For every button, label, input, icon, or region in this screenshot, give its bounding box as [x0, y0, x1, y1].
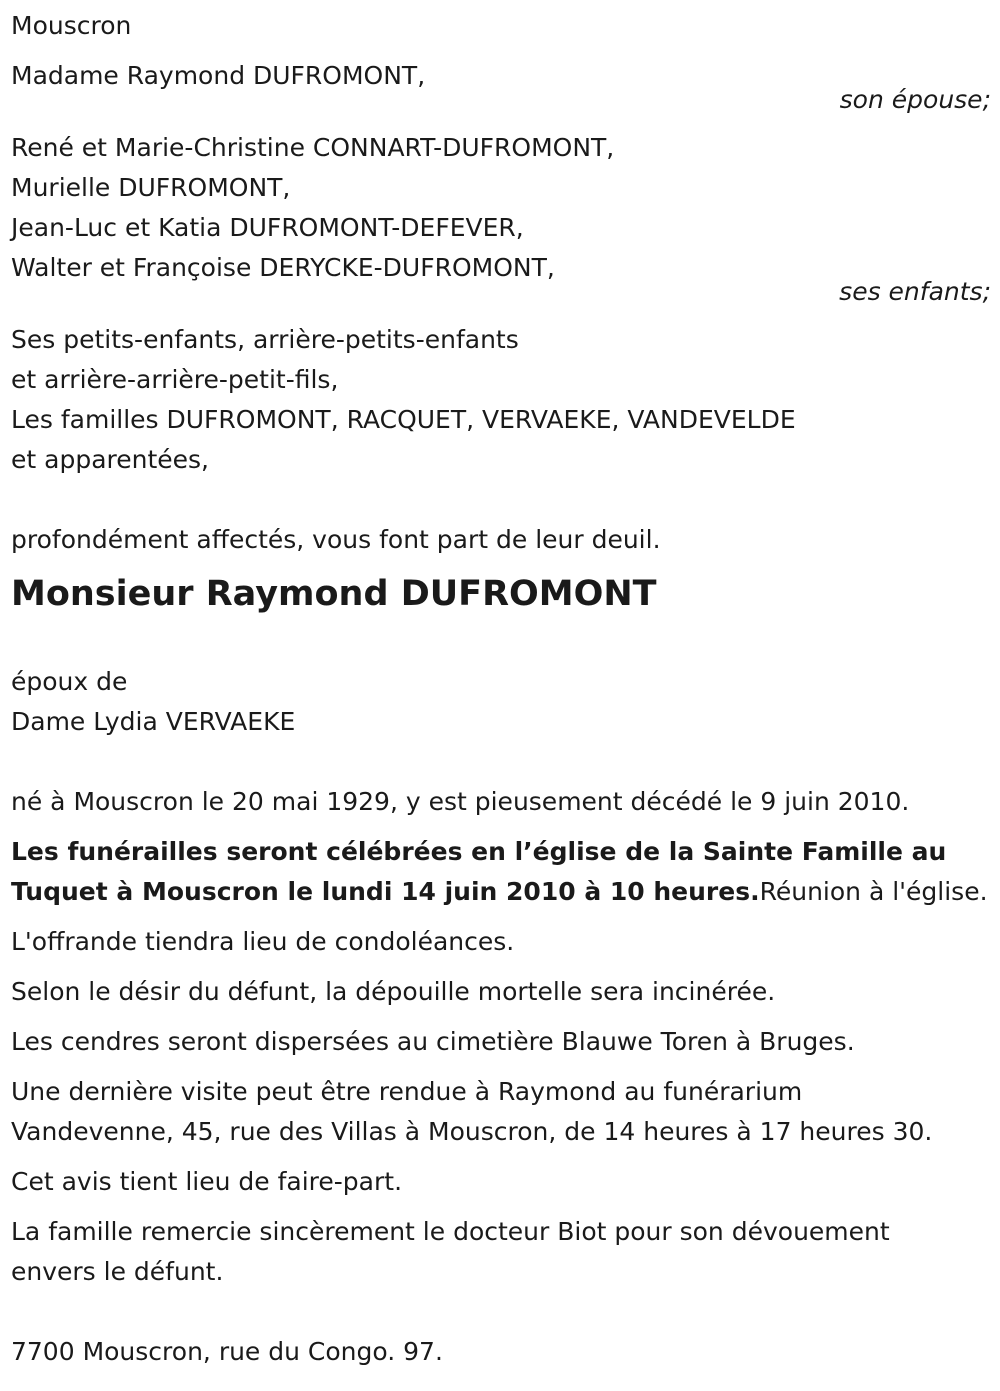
children-role: ses enfants;: [839, 277, 991, 306]
child-entry: Walter et Françoise DERYCKE-DUFROMONT,: [11, 253, 555, 282]
deceased-spouse-name: Dame Lydia VERVAEKE: [11, 707, 296, 736]
spacer: [11, 118, 991, 128]
other-relatives: [11, 320, 991, 480]
deceased-name: Monsieur Raymond DUFROMONT: [11, 574, 657, 614]
thanks-paragraph: [11, 1212, 991, 1292]
spouse-label: époux de: [11, 667, 128, 696]
ashes-paragraph: [11, 1022, 991, 1062]
spacer: [11, 742, 991, 782]
child-entry: Murielle DUFROMONT,: [11, 173, 291, 202]
cremation-paragraph: [11, 972, 991, 1012]
spacer: [11, 616, 991, 662]
spouse-role: son épouse;: [839, 85, 991, 114]
relatives-line: et apparentées,: [11, 445, 209, 474]
thanks-line: La famille remercie sincèrement le docteur Biot pour son dévouement: [11, 1217, 890, 1246]
thanks-line: envers le défunt.: [11, 1257, 224, 1286]
ceremony-paragraph: [11, 832, 991, 912]
notice-paragraph: [11, 1162, 991, 1202]
spacer: [11, 310, 991, 320]
spouse-name: Madame Raymond DUFROMONT,: [11, 61, 426, 90]
offering-paragraph: [11, 922, 991, 962]
ceremony-bold-line: Les funérailles seront célébrées en l’église de la Sainte Famille au: [11, 837, 947, 866]
children-list: [11, 128, 991, 288]
visit-paragraph: [11, 1072, 991, 1152]
notice-text: Cet avis tient lieu de faire-part.: [11, 1167, 403, 1196]
address-text: 7700 Mouscron, rue du Congo. 97.: [11, 1337, 443, 1366]
visit-line: Une dernière visite peut être rendue à Raymond au funérarium: [11, 1077, 803, 1106]
spacer: [11, 46, 991, 56]
child-entry: René et Marie-Christine CONNART-DUFROMONT,: [11, 133, 615, 162]
offering-text: L'offrande tiendra lieu de condoléances.: [11, 927, 515, 956]
birth-death-text: né à Mouscron le 20 mai 1929, y est pieusement décédé le 9 juin 2010.: [11, 787, 910, 816]
announcement-text: profondément affectés, vous font part de leur deuil.: [11, 525, 661, 554]
spacer: [11, 1292, 991, 1332]
relatives-line: et arrière-arrière-petit-fils,: [11, 365, 339, 394]
cremation-text: Selon le désir du défunt, la dépouille mortelle sera incinérée.: [11, 977, 776, 1006]
city-heading: Mouscron: [11, 11, 132, 40]
ceremony-bold-line: Tuquet à Mouscron le lundi 14 juin 2010 à 10 heures.: [11, 877, 760, 906]
spacer: [11, 480, 991, 520]
ceremony-reunion: Réunion à l'église.: [759, 877, 988, 906]
obituary-notice: [11, 6, 991, 1372]
child-entry: Jean-Luc et Katia DUFROMONT-DEFEVER,: [11, 213, 524, 242]
relatives-line: Ses petits-enfants, arrière-petits-enfants: [11, 325, 519, 354]
relatives-line: Les familles DUFROMONT, RACQUET, VERVAEKE, VANDEVELDE: [11, 405, 796, 434]
ashes-text: Les cendres seront dispersées au cimetière Blauwe Toren à Bruges.: [11, 1027, 855, 1056]
visit-line: Vandevenne, 45, rue des Villas à Mouscron, de 14 heures à 17 heures 30.: [11, 1117, 933, 1146]
